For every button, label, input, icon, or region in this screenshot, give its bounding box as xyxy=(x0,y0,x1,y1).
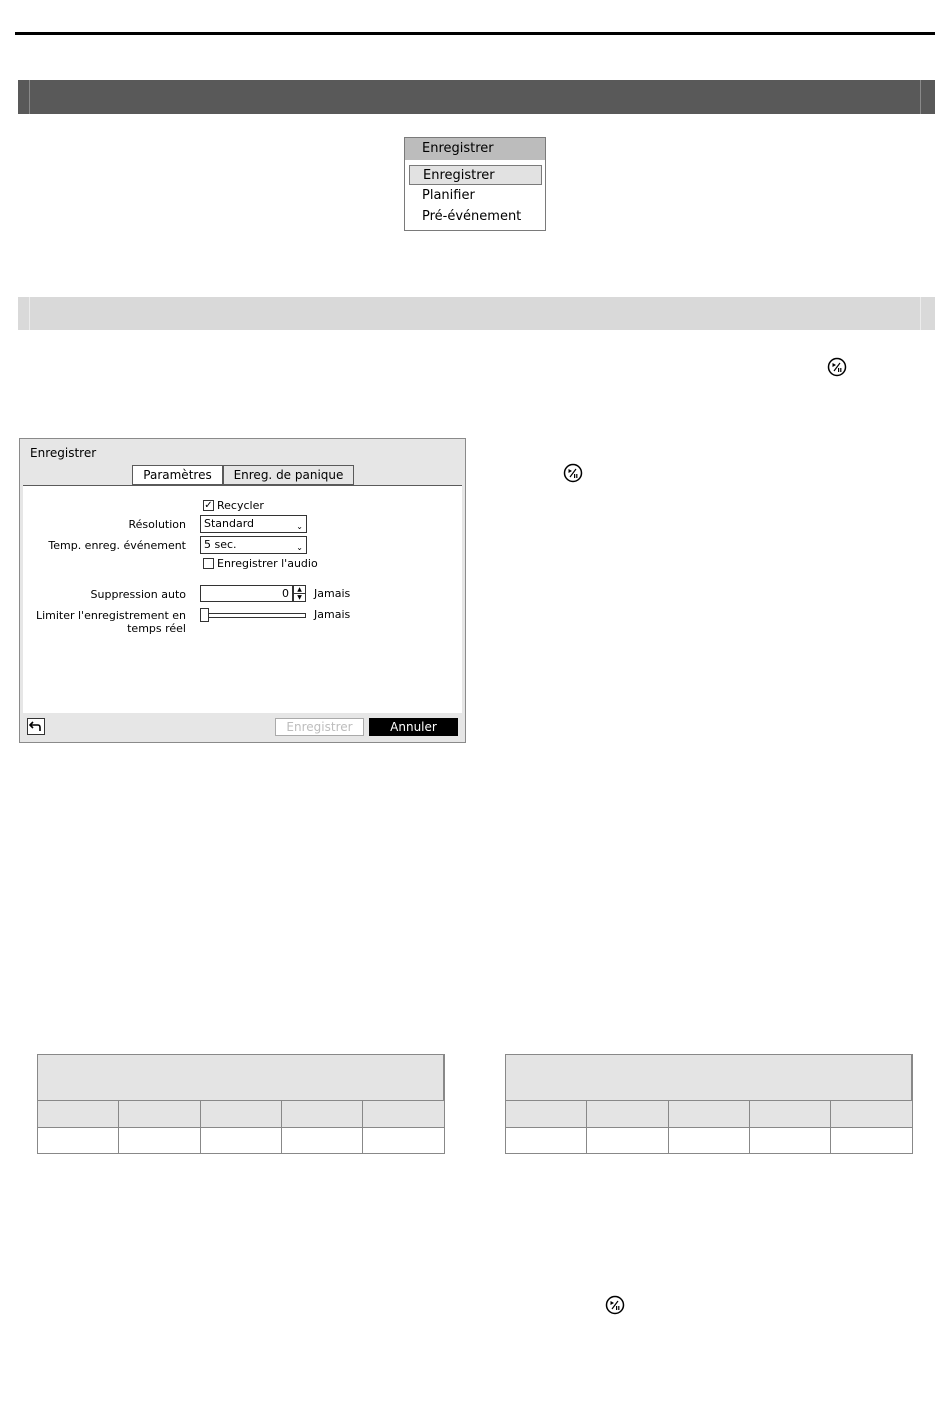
table-cell xyxy=(38,1128,119,1154)
cancel-button[interactable]: Annuler xyxy=(369,718,458,736)
table-cell xyxy=(38,1101,119,1128)
table-cell xyxy=(831,1101,912,1128)
top-rule xyxy=(15,32,935,35)
table-cell xyxy=(506,1101,587,1128)
tab-settings[interactable]: Paramètres xyxy=(132,465,223,485)
play-pause-circle-icon xyxy=(605,1295,625,1315)
check-icon: ✓ xyxy=(204,500,213,511)
menu-item-record[interactable]: Enregistrer xyxy=(409,165,542,185)
auto-delete-input[interactable]: 0 xyxy=(200,585,293,602)
record-audio-label: Enregistrer l'audio xyxy=(217,557,318,570)
menu-item-schedule[interactable]: Planifier xyxy=(422,188,475,203)
back-arrow-icon xyxy=(28,719,44,734)
subsection-header-bar xyxy=(18,297,935,330)
resolution-dropdown[interactable] xyxy=(200,515,307,533)
spin-down-icon[interactable]: ▼ xyxy=(297,594,302,601)
table-cell xyxy=(831,1128,912,1154)
limit-record-slider[interactable] xyxy=(200,613,306,618)
table-header xyxy=(38,1055,445,1101)
table-cell xyxy=(749,1128,830,1154)
table-cell xyxy=(281,1128,362,1154)
record-setup-dialog xyxy=(19,438,466,743)
record-menu xyxy=(404,137,546,231)
event-time-value: 5 sec. xyxy=(204,538,237,551)
auto-delete-label: Suppression auto xyxy=(90,588,186,601)
play-pause-circle-icon xyxy=(827,357,847,377)
table-cell xyxy=(506,1128,587,1154)
save-button[interactable]: Enregistrer xyxy=(275,718,364,736)
menu-item-pre-event[interactable]: Pré-événement xyxy=(422,209,522,224)
record-audio-checkbox[interactable] xyxy=(203,558,214,569)
table-left xyxy=(37,1054,445,1154)
table-cell xyxy=(281,1101,362,1128)
event-time-dropdown[interactable] xyxy=(200,536,307,554)
limit-record-label-line1: Limiter l'enregistrement en xyxy=(35,609,186,622)
limit-record-label xyxy=(23,609,186,635)
spin-up-icon[interactable]: ▲ xyxy=(294,586,305,594)
resolution-value: Standard xyxy=(204,517,255,530)
record-menu-title: Enregistrer xyxy=(405,138,545,160)
table-cell xyxy=(587,1128,668,1154)
back-button[interactable] xyxy=(27,718,45,735)
table-cell xyxy=(119,1128,200,1154)
auto-delete-unit: Jamais xyxy=(314,587,351,600)
table-cell xyxy=(363,1101,444,1128)
settings-panel xyxy=(23,485,462,713)
table-cell xyxy=(200,1128,281,1154)
table-header xyxy=(506,1055,913,1101)
recycle-checkbox[interactable] xyxy=(203,500,214,511)
table-cell xyxy=(363,1128,444,1154)
dropdown-arrow-icon: ⌄ xyxy=(296,522,303,531)
limit-record-label-line2: temps réel xyxy=(127,622,186,635)
section-header-bar xyxy=(18,80,935,114)
dropdown-arrow-icon: ⌄ xyxy=(296,543,303,552)
auto-delete-spinner[interactable] xyxy=(293,585,306,602)
table-cell xyxy=(668,1101,749,1128)
event-time-label: Temp. enreg. événement xyxy=(48,539,186,552)
tab-panic-record[interactable]: Enreg. de panique xyxy=(223,465,354,485)
limit-record-unit: Jamais xyxy=(314,608,351,621)
recycle-label: Recycler xyxy=(217,499,264,512)
play-pause-circle-icon xyxy=(563,463,583,483)
table-cell xyxy=(668,1128,749,1154)
table-cell xyxy=(749,1101,830,1128)
resolution-label: Résolution xyxy=(128,518,186,531)
table-cell xyxy=(119,1101,200,1128)
table-right xyxy=(505,1054,913,1154)
limit-record-slider-thumb[interactable] xyxy=(200,608,209,622)
table-cell xyxy=(587,1101,668,1128)
dialog-title: Enregistrer xyxy=(30,446,97,460)
table-cell xyxy=(200,1101,281,1128)
